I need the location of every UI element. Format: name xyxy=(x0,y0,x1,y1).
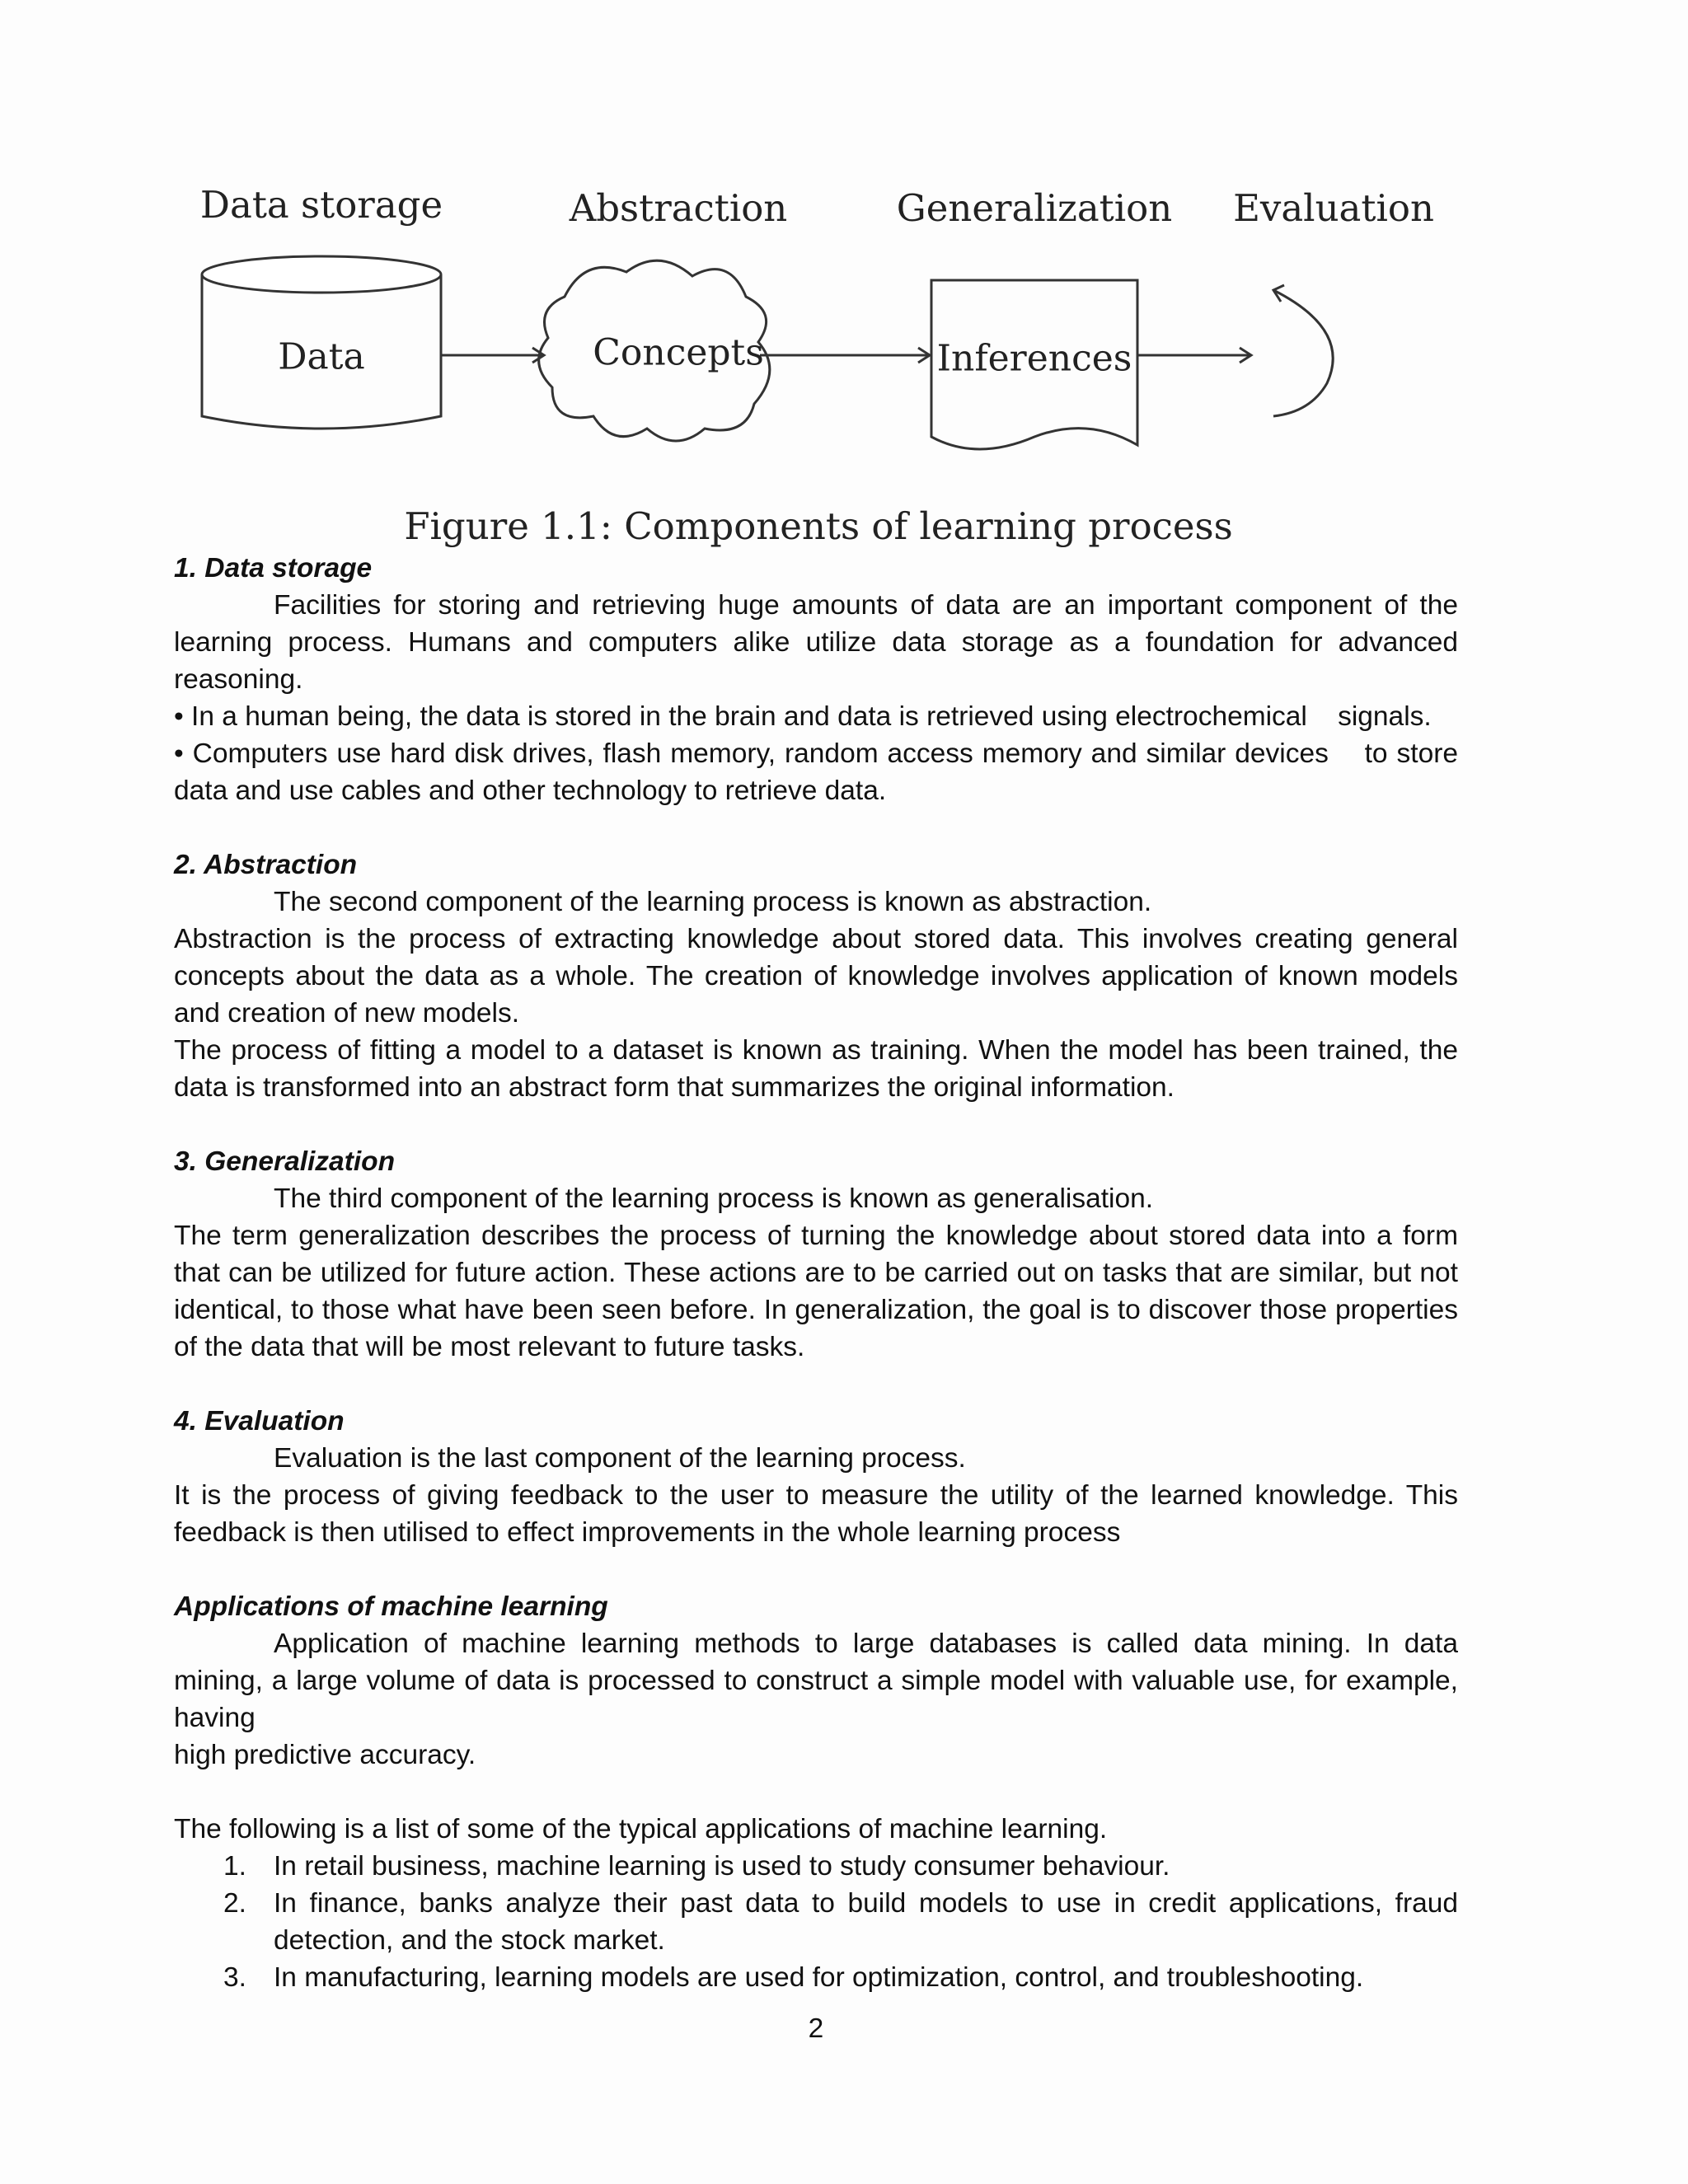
list-number: 1. xyxy=(223,1851,246,1882)
applications-list xyxy=(174,1848,1458,1996)
evaluation-loop-arrow xyxy=(1273,285,1333,416)
paragraph: The following is a list of some of the typical applications of machine learning. xyxy=(174,1814,1108,1844)
section-heading-generalization: 3. Generalization xyxy=(174,1146,396,1177)
arrow-inferences-to-evaluation xyxy=(1137,348,1251,363)
section-heading-abstraction: 2. Abstraction xyxy=(174,850,358,880)
list-item-text: In finance, banks analyze their past data to build models to use in credit applications, fraud detection, and the stock market. xyxy=(274,1888,1458,1956)
arrow-data-to-concepts xyxy=(441,348,544,363)
node-data-label: Data xyxy=(278,335,365,378)
list-item-text: In retail business, machine learning is used to study consumer behaviour. xyxy=(274,1851,1170,1882)
section-heading-evaluation: 4. Evaluation xyxy=(174,1406,345,1436)
list-number: 2. xyxy=(223,1888,246,1919)
list-item xyxy=(174,1848,1458,1885)
paragraph: The process of fitting a model to a dataset is known as training. When the model has been trained, the data is transformed into an abstract form that summarizes the original information. xyxy=(174,1035,1458,1103)
header-generalization: Generalization xyxy=(896,186,1173,230)
paragraph: Abstraction is the process of extracting knowledge about stored data. This involves creating general concepts about the data as a whole. The creation of knowledge involves application of known models and creation of new models. xyxy=(174,924,1458,1029)
paragraph: The second component of the learning process is known as abstraction. xyxy=(274,887,1152,917)
bullet-item: • Computers use hard disk drives, flash memory, random access memory and similar devices to store data and use cables and other technology to retrieve data. xyxy=(174,738,1466,806)
list-number: 3. xyxy=(223,1962,246,1993)
node-concepts-label: Concepts xyxy=(593,331,764,374)
paragraph: high predictive accuracy. xyxy=(174,1740,476,1770)
paragraph: It is the process of giving feedback to the user to measure the utility of the learned knowledge. This feedback is then utilised to effect improvements in the whole learning process xyxy=(174,1480,1458,1548)
paragraph: The third component of the learning process is known as generalisation. xyxy=(274,1183,1154,1214)
paragraph: Evaluation is the last component of the learning process. xyxy=(274,1443,966,1474)
header-data-storage: Data storage xyxy=(199,183,443,227)
list-item-text: In manufacturing, learning models are used for optimization, control, and troubleshooting. xyxy=(274,1962,1364,1993)
page-number: 2 xyxy=(808,2013,824,2044)
section-heading-applications: Applications of machine learning xyxy=(174,1591,608,1622)
document-body xyxy=(174,550,1466,1996)
list-item xyxy=(174,1885,1458,1959)
list-item xyxy=(174,1959,1458,1996)
header-evaluation: Evaluation xyxy=(1233,186,1434,230)
node-inferences-label: Inferences xyxy=(936,337,1132,380)
bullet-item: • In a human being, the data is stored in the brain and data is retrieved using electrochemical signals. xyxy=(174,701,1432,732)
paragraph: Facilities for storing and retrieving huge amounts of data are an important component of the learning process. Humans and computers alike utilize data storage as a foundation for advanced reasoning. xyxy=(174,590,1458,695)
figure-caption: Figure 1.1: Components of learning process xyxy=(404,504,1233,548)
paragraph: The term generalization describes the process of turning the knowledge about stored data into a form that can be utilized for future action. These actions are to be carried out on tasks that are similar, but not identical, to those what have been seen before. In generalization, the goal is to discover those properties of the data that will be most relevant to future tasks. xyxy=(174,1221,1458,1362)
header-abstraction: Abstraction xyxy=(569,186,788,230)
arrow-concepts-to-inferences xyxy=(760,348,930,363)
learning-process-figure xyxy=(165,165,1451,560)
paragraph: Application of machine learning methods to large databases is called data mining. In data mining, a large volume of data is processed to construct a simple model with valuable use, for example, having xyxy=(174,1629,1458,1733)
section-heading-data-storage: 1. Data storage xyxy=(174,553,373,583)
